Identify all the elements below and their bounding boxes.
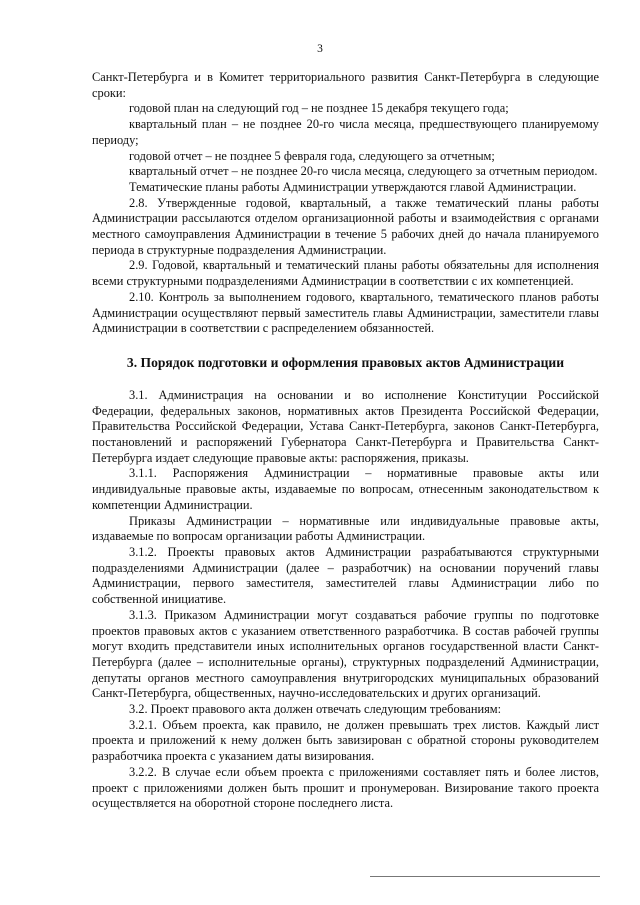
paragraph-p5: Тематические планы работы Администрации утверждаются главой Администрации. [129, 179, 577, 194]
paragraph-p0: Санкт-Петербурга и в Комитет территориального развития Санкт-Петербурга в следующие сроки: [92, 70, 599, 100]
paragraph-p7: 2.9. Годовой, квартальный и тематический планы работы обязательны для исполнения всеми структурными подразделениями Администрации в соответствии с их компетенцией. [92, 258, 599, 289]
paragraph-q6: 3.2.1. Объем проекта, как правило, не должен превышать трех листов. Каждый лист проекта и приложений к нему должен быть завизирован с обратной стороны руководителем разработчика проекта с указанием даты визирования. [92, 717, 599, 764]
section-3-body [92, 388, 599, 812]
paragraph-q7: 3.2.2. В случае если объем проекта с приложениями составляет пять и более листов, проект с приложениями должен быть прошит и пронумерован. Визирование такого проекта осуществляется на оборотной стороне последнего листа. [92, 764, 599, 811]
paragraph-q5: 3.2. Проект правового акта должен отвечать следующим требованиям: [129, 702, 502, 717]
section-2-continuation [92, 70, 599, 337]
paragraph-p8: 2.10. Контроль за выполнением годового, квартального, тематического планов работы Администрации осуществляют первый заместитель главы Администрации, заместители главы Администрации в соответствии с распределением обязанностей. [92, 289, 599, 336]
paragraph-q2: Приказы Администрации – нормативные или индивидуальные правовые акты, издаваемые по вопросам организации работы Администрации. [92, 513, 599, 544]
section-heading: 3. Порядок подготовки и оформления правовых актов Администрации [126, 354, 565, 370]
paragraph-p4: квартальный отчет – не позднее 20-го числа месяца, следующего за отчетным периодом. [129, 164, 598, 179]
document-body [92, 70, 599, 812]
paragraph-p6: 2.8. Утвержденные годовой, квартальный, а также тематический планы работы Администрации рассылаются отделом организационной работы и взаимодействия с органами местного самоуправления Администрации в течение 5 рабочих дней до начала планируемого периода в структурные подразделения Администрации. [92, 195, 599, 257]
footer-rule [370, 876, 600, 877]
paragraph-q4: 3.1.3. Приказом Администрации могут создаваться рабочие группы по подготовке проектов правовых актов с указанием ответственного разработчика. В состав рабочей группы могут входить представители иных исполнительных органов государственной власти Санкт-Петербурга (далее – исполнительные органы), структурных подразделений Администрации, депутаты органов местного самоуправления внутригородских муниципальных образований Санкт-Петербурга, общественных, научно-исследовательских и других организаций. [92, 607, 599, 701]
paragraph-p1: годовой план на следующий год – не позднее 15 декабря текущего года; [129, 101, 509, 116]
paragraph-p3: годовой отчет – не позднее 5 февраля года, следующего за отчетным; [129, 148, 495, 163]
paragraph-q0: 3.1. Администрация на основании и во исполнение Конституции Российской Федерации, федеральных законов, нормативных актов Президента Российской Федерации, Правительства Российской Федерации, Устава Санкт-Петербурга, законов Санкт-Петербурга, постановлений и распоряжений Губернатора Санкт-Петербурга и Правительства Санкт-Петербурга издает следующие правовые акты: распоряжения, приказы. [92, 387, 599, 465]
page-number: 3 [317, 43, 323, 55]
paragraph-p2: квартальный план – не позднее 20-го числа месяца, предшествующего планируемому периоду; [92, 117, 599, 147]
paragraph-q3: 3.1.2. Проекты правовых актов Администрации разрабатываются структурными подразделениями Администрации (далее – разработчик) на основании поручений главы Администрации, первого заместителя, заместителей главы Администрации либо по собственной инициативе. [92, 544, 599, 607]
paragraph-q1: 3.1.1. Распоряжения Администрации – нормативные правовые акты или индивидуальные правовые акты, издаваемые по вопросам, отнесенным законодательством к компетенции Администрации. [92, 466, 599, 512]
